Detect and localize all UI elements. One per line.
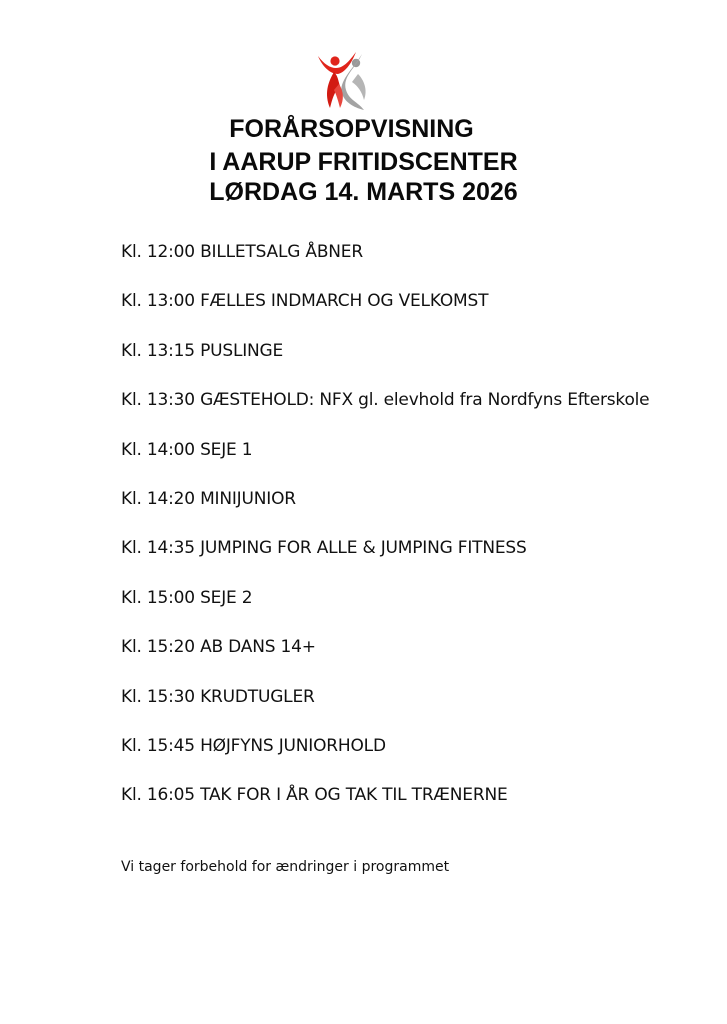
page-title-line-1: FORÅRSOPVISNING: [229, 115, 474, 143]
page-title-line-2: I AARUP FRITIDSCENTER: [209, 148, 518, 176]
schedule-item: Kl. 14:35 JUMPING FOR ALLE & JUMPING FITNESS: [121, 538, 527, 559]
club-logo-icon: [312, 50, 372, 112]
schedule-item: Kl. 13:15 PUSLINGE: [121, 340, 284, 361]
page-title-line-3: LØRDAG 14. MARTS 2026: [209, 178, 518, 206]
schedule-item: Kl. 14:00 SEJE 1: [121, 439, 253, 460]
schedule-item: Kl. 15:20 AB DANS 14+: [121, 637, 316, 658]
schedule-item: Kl. 16:05 TAK FOR I ÅR OG TAK TIL TRÆNERNE: [121, 785, 508, 806]
program-schedule: [121, 239, 649, 832]
schedule-item: Kl. 15:45 HØJFYNS JUNIORHOLD: [121, 735, 386, 756]
schedule-item: Kl. 15:30 KRUDTUGLER: [121, 686, 315, 707]
schedule-item: Kl. 13:00 FÆLLES INDMARCH OG VELKOMST: [121, 291, 489, 312]
schedule-item: Kl. 13:30 GÆSTEHOLD: NFX gl. elevhold fra Nordfyns Efterskole: [121, 390, 650, 411]
logo-red-head: [330, 56, 339, 65]
schedule-item: Kl. 12:00 BILLETSALG ÅBNER: [121, 242, 363, 262]
schedule-item: Kl. 14:20 MINIJUNIOR: [121, 488, 296, 509]
logo-grey-arm: [352, 74, 366, 100]
disclaimer-note: Vi tager forbehold for ændringer i programmet: [121, 859, 450, 875]
schedule-item: Kl. 15:00 SEJE 2: [121, 587, 253, 608]
